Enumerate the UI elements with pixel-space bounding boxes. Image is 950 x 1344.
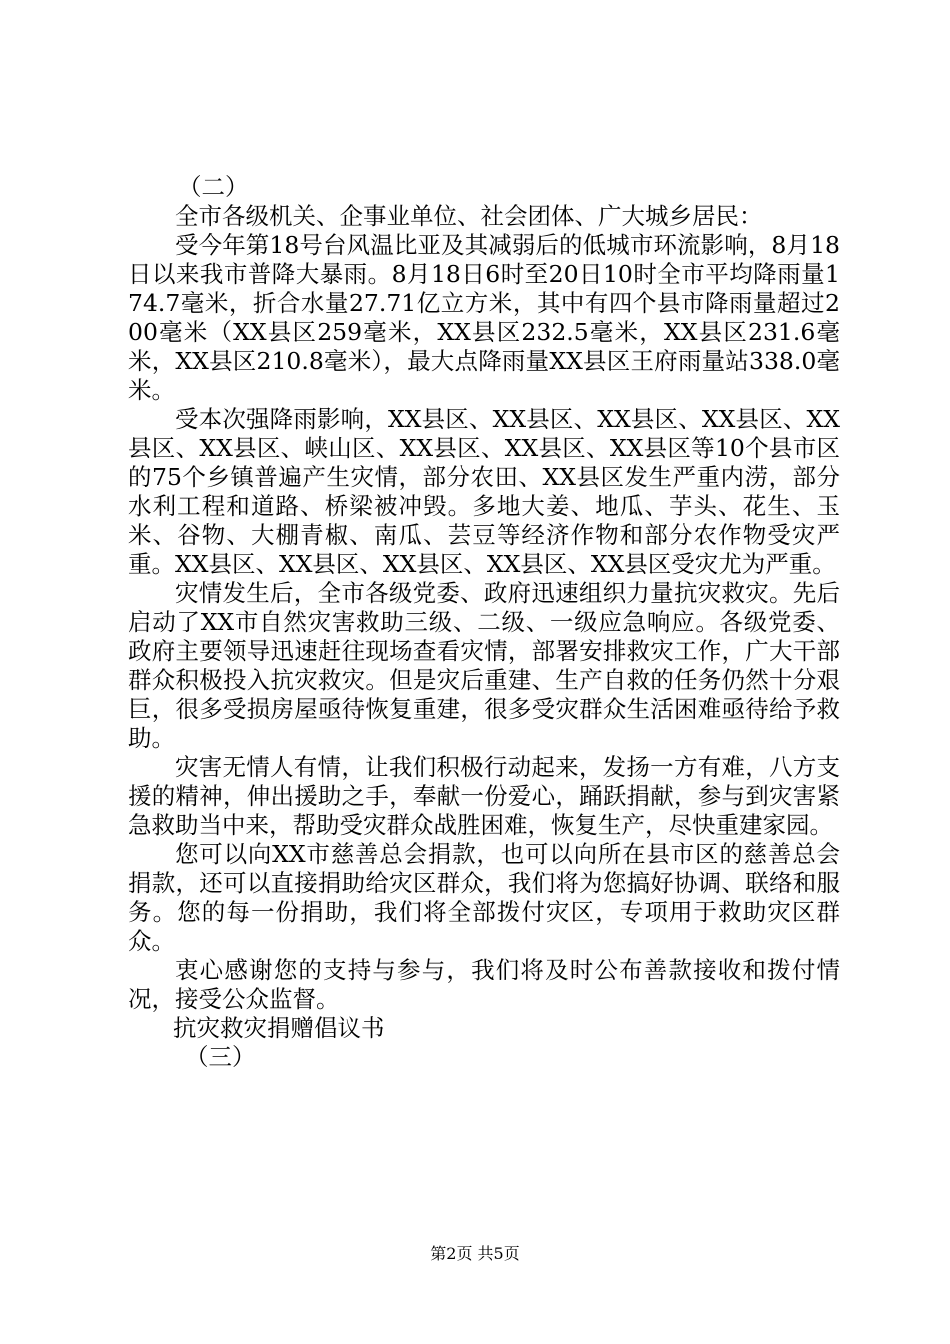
paragraph-appeal: 灾害无情人有情，让我们积极行动起来，发扬一方有难，八方支援的精神，伸出援助之手，奉献一份爱心，踊跃捐献，参与到灾害紧急救助当中来，帮助受灾群众战胜困难，恢复生产，尽快重建家园。 <box>128 753 840 839</box>
page-indicator: 第2页 共5页 <box>430 1244 520 1263</box>
paragraph-rainfall: 受今年第18号台风温比亚及其减弱后的低城市环流影响，8月18日以来我市普降大暴雨。8月18日6时至20日10时全市平均降雨量174.7毫米，折合水量27.71亿立方米，其中有四个县市降雨量超过200毫米（XX县区259毫米，XX县区232.5毫米，XX县区231.6毫米，XX县区210.8毫米），最大点降雨量XX县区王府雨量站338.0毫米。 <box>128 231 840 404</box>
paragraph-response: 灾情发生后，全市各级党委、政府迅速组织力量抗灾救灾。先后启动了XX市自然灾害救助三级、二级、一级应急响应。各级党委、政府主要领导迅速赶往现场查看灾情，部署安排救灾工作，广大干部群众积极投入抗灾救灾。但是灾后重建、生产自救的任务仍然十分艰巨，很多受损房屋亟待恢复重建，很多受灾群众生活困难亟待给予救助。 <box>128 579 840 752</box>
section-heading-2: （二） <box>178 173 249 201</box>
section-heading-3: （三） <box>185 1043 256 1071</box>
paragraph-donation-channels: 您可以向XX市慈善总会捐款，也可以向所在县市区的慈善总会捐款，还可以直接捐助给灾区群众，我们将为您搞好协调、联络和服务。您的每一份捐助，我们将全部拨付灾区，专项用于救助灾区群众。 <box>128 840 840 955</box>
document-title: 抗灾救灾捐赠倡议书 <box>173 1014 385 1042</box>
document-body <box>128 173 840 1072</box>
paragraph-damage: 受本次强降雨影响，XX县区、XX县区、XX县区、XX县区、XX县区、XX县区、峡山区、XX县区、XX县区、XX县区等10个县市区的75个乡镇普遍产生灾情，部分农田、XX县区发生严重内涝，部分水利工程和道路、桥梁被冲毁。多地大姜、地瓜、芋头、花生、玉米、谷物、大棚青椒、南瓜、芸豆等经济作物和部分农作物受灾严重。XX县区、XX县区、XX县区、XX县区、XX县区受灾尤为严重。 <box>128 405 840 578</box>
paragraph-thanks: 衷心感谢您的支持与参与，我们将及时公布善款接收和拨付情况，接受公众监督。 <box>128 956 840 1013</box>
salutation: 全市各级机关、企事业单位、社会团体、广大城乡居民： <box>175 202 763 230</box>
